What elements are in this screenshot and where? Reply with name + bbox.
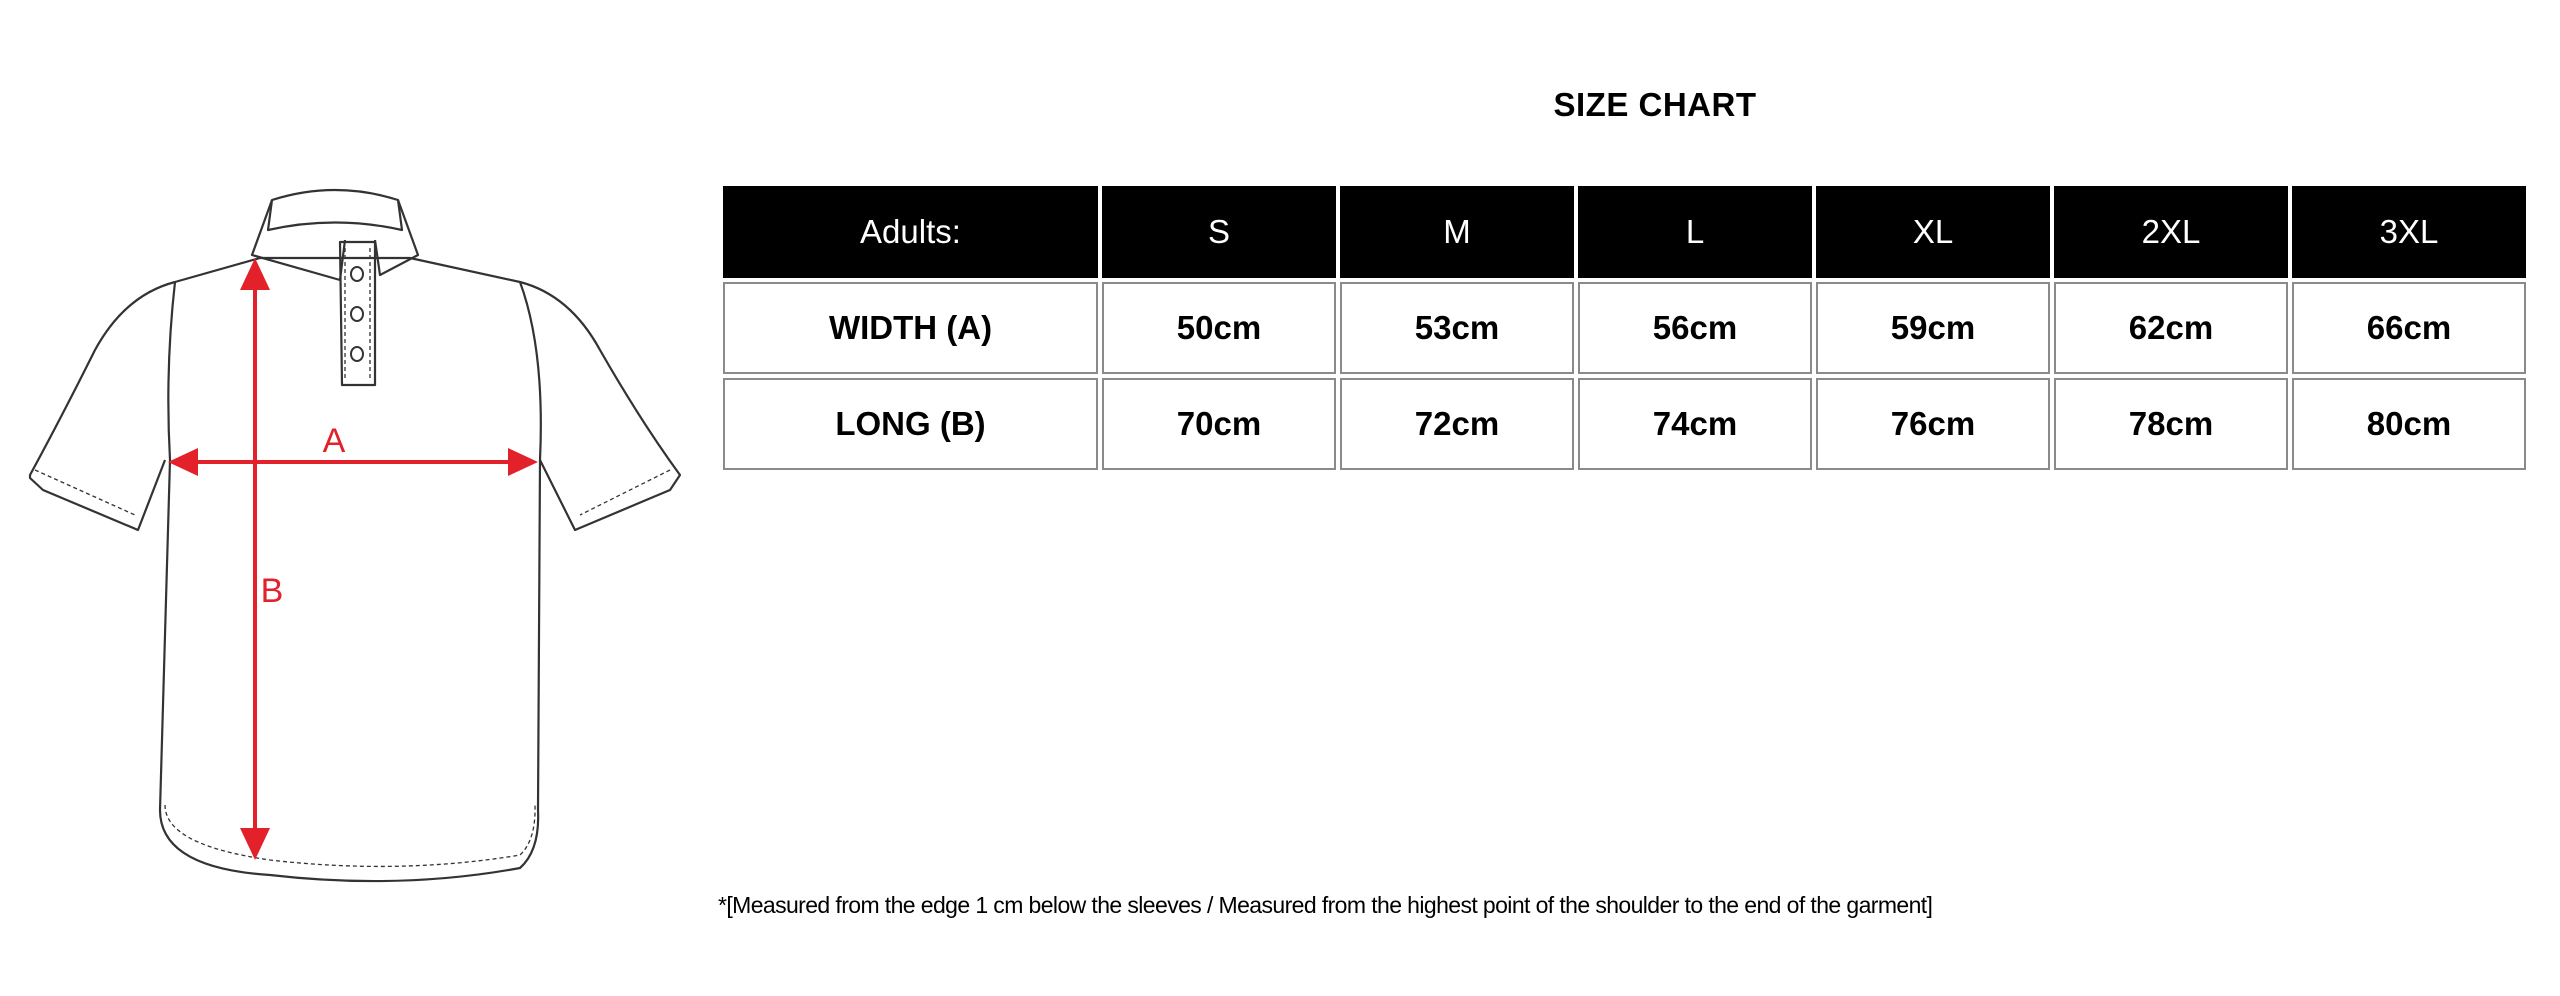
size-header-m: M xyxy=(1340,186,1574,278)
long-2xl: 78cm xyxy=(2054,378,2288,470)
shirt-button-3 xyxy=(351,347,363,361)
shirt-button-2 xyxy=(351,307,363,321)
width-3xl: 66cm xyxy=(2292,282,2526,374)
measurement-footnote: *[Measured from the edge 1 cm below the sleeves / Measured from the highest point of the shoulder to the end of the garment] xyxy=(718,892,1933,918)
measure-label-a: A xyxy=(322,422,346,460)
collar-band xyxy=(268,190,402,230)
arrowhead-a-right xyxy=(508,448,538,476)
long-l: 74cm xyxy=(1578,378,1812,470)
width-s: 50cm xyxy=(1102,282,1336,374)
width-l: 56cm xyxy=(1578,282,1812,374)
size-table xyxy=(719,182,2530,474)
measure-label-b: B xyxy=(260,572,284,610)
polo-shirt-diagram xyxy=(0,170,700,890)
shirt-button-1 xyxy=(351,267,363,281)
table-row-long xyxy=(723,378,2526,470)
width-2xl: 62cm xyxy=(2054,282,2288,374)
right-sleeve xyxy=(520,282,680,530)
size-header-l: L xyxy=(1578,186,1812,278)
row-label-long: LONG (B) xyxy=(723,378,1098,470)
size-header-3xl: 3XL xyxy=(2292,186,2526,278)
size-header-row xyxy=(723,186,2526,278)
size-header-s: S xyxy=(1102,186,1336,278)
arrowhead-a-left xyxy=(168,448,198,476)
collar-left-wing xyxy=(252,200,345,280)
long-s: 70cm xyxy=(1102,378,1336,470)
size-header-2xl: 2XL xyxy=(2054,186,2288,278)
row-label-width: WIDTH (A) xyxy=(723,282,1098,374)
width-m: 53cm xyxy=(1340,282,1574,374)
collar-right-wing xyxy=(375,200,418,275)
table-row-width xyxy=(723,282,2526,374)
width-xl: 59cm xyxy=(1816,282,2050,374)
header-label-adults: Adults: xyxy=(723,186,1098,278)
size-chart-title: SIZE CHART xyxy=(1553,86,1757,123)
long-xl: 76cm xyxy=(1816,378,2050,470)
left-sleeve xyxy=(30,282,175,530)
long-3xl: 80cm xyxy=(2292,378,2526,470)
size-header-xl: XL xyxy=(1816,186,2050,278)
long-m: 72cm xyxy=(1340,378,1574,470)
